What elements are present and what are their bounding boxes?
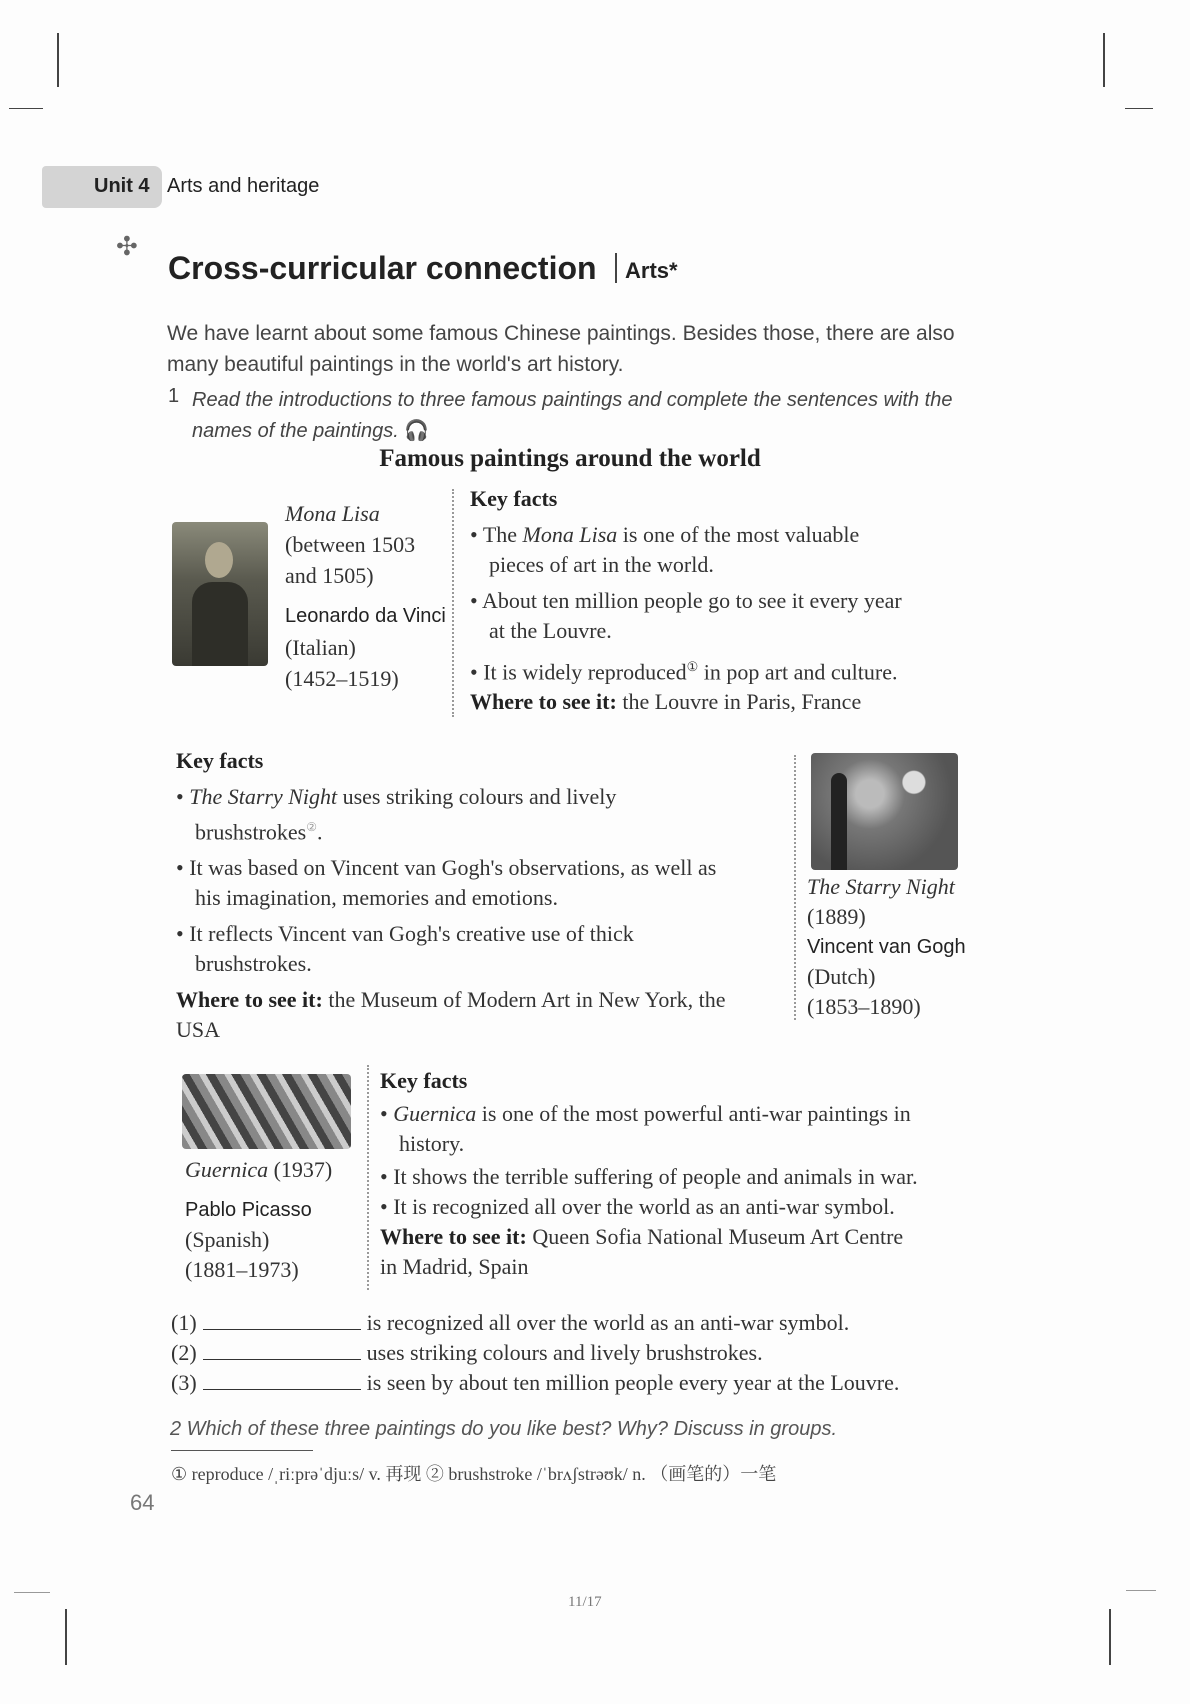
text-span: • The Mona Lisa is one of the most valuable [470,522,860,547]
footnote-ref[interactable]: ② [306,820,317,834]
crop-mark [1126,1590,1156,1591]
section-title: Cross-curricular connection [168,250,597,286]
guernica-caption [185,1155,332,1285]
painting-date: (1889) [807,904,866,929]
painting-title: The Starry Night [807,874,955,899]
text-span [470,687,902,717]
starry-night-facts [176,746,726,1045]
q1-line: names of the paintings. [192,420,399,442]
starry-night-image [811,753,958,870]
text-span: is seen by about ten million people every year at the Louvre. [366,1370,900,1395]
exercise-item [171,1338,899,1368]
fact-line: history. [399,1131,465,1156]
crop-mark [1125,108,1153,109]
where-value: in Madrid, Spain [380,1254,529,1279]
mona-lisa-image [172,522,268,666]
intro-line: We have learnt about some famous Chinese paintings. Besides those, there are also [167,322,955,345]
text-span: • It is widely reproduced① in pop art and culture. [470,659,898,685]
title-divider [615,253,617,283]
text-span: • Guernica is one of the most powerful anti-war paintings in [380,1101,911,1126]
divider [367,1065,369,1290]
key-facts-heading: Key facts [380,1068,468,1093]
text-span: in pop art and culture. [698,659,898,685]
footnote-ref[interactable]: ① [686,659,699,674]
text-span: • It shows the terrible suffering of people and animals in war. [380,1164,918,1189]
text-span: is one of the most powerful anti-war paintings in [476,1101,911,1126]
painting-title: Mona Lisa [285,501,380,526]
text-span: uses striking colours and lively [337,784,617,809]
text-span: uses striking colours and lively brushstrokes. [366,1340,763,1365]
unit-title: Arts and heritage [167,175,320,197]
crop-mark [65,1609,67,1665]
text-span [185,1155,332,1185]
text-span: . [316,819,323,845]
artist-nationality: (Spanish) [185,1227,270,1252]
where-label: Where to see it: [470,689,617,715]
unit-label: Unit 4 [94,175,150,197]
text-span [176,985,726,1015]
mona-lisa-caption [285,498,446,694]
text-span [192,416,952,447]
text-span: (1) [171,1310,197,1335]
artist-lifespan: (1881–1973) [185,1257,299,1282]
painting-date: and 1505) [285,563,374,588]
fact-line: About ten million people go to see it every year [482,588,902,613]
text-span [380,1222,918,1252]
answer-blank[interactable] [203,1311,361,1330]
fact-line: It is recognized all over the world as an anti-war symbol. [393,1194,895,1219]
where-value: USA [176,1017,221,1043]
text-span: is one of the most valuable [617,522,860,547]
text-span: • The Starry Night uses striking colours and lively [176,784,617,809]
divider [452,489,454,717]
pdf-page-indicator: 11/17 [568,1594,602,1610]
artist-lifespan: (1853–1890) [807,994,921,1019]
artist-name: Pablo Picasso [185,1199,312,1221]
text-span: is recognized all over the world as an anti-war symbol. [366,1310,850,1335]
text-span: It is widely reproduced [483,659,687,685]
painting-date: (1937) [273,1157,333,1182]
guernica-image [182,1074,351,1149]
crop-mark [1103,33,1105,87]
where-value: Queen Sofia National Museum Art Centre [532,1224,904,1249]
mona-lisa-facts [470,484,902,717]
text-span: (2) [171,1340,197,1365]
crop-mark [9,108,43,109]
text-span: • It was based on Vincent van Gogh's observations, as well as [176,855,717,881]
answer-blank[interactable] [203,1371,361,1390]
text-span: Guernica [393,1101,477,1126]
fact-line: It shows the terrible suffering of people and animals in war. [393,1164,918,1189]
guernica-facts [380,1066,918,1282]
where-value: the Museum of Modern Art in New York, the [328,987,726,1013]
footnote-rule [171,1450,313,1451]
text-span: brushstrokes [195,819,307,845]
artist-nationality: (Dutch) [807,964,876,989]
text-span [205,542,233,578]
exercise-item [171,1308,899,1338]
crop-mark [1109,1609,1111,1665]
text-span [192,582,248,666]
fact-line: It was based on Vincent van Gogh's observations, as well as [189,855,717,881]
text-span: • It is recognized all over the world as an anti-war symbol. [380,1194,895,1219]
fact-line: his imagination, memories and emotions. [195,885,558,911]
where-label: Where to see it: [380,1224,527,1249]
answer-blank[interactable] [203,1341,361,1360]
q1-instruction [192,385,952,447]
crop-mark [57,33,59,87]
text-span [831,773,847,870]
text-span: The [482,522,523,547]
headphones-icon[interactable]: 🎧 [404,420,430,442]
puzzle-icon: ✣ [116,232,138,261]
footnote: ① reproduce /ˌriːprəˈdjuːs/ v. 再现 ② brushstroke /ˈbrʌʃstrəʊk/ n. （画笔的）一笔 [171,1464,777,1484]
exercise-item [171,1368,899,1398]
section-subject: Arts* [625,258,678,283]
text-span: Mona Lisa [522,522,618,547]
intro-paragraph [167,318,955,380]
exercise-list [171,1308,899,1398]
where-value: the Louvre in Paris, France [622,689,862,715]
text-span [176,812,726,847]
fact-line: at the Louvre. [489,618,612,643]
painting-date: (between 1503 [285,532,416,557]
starry-night-caption [807,872,966,1022]
q2-instruction: 2 Which of these three paintings do you like best? Why? Discuss in groups. [170,1418,838,1440]
text-span: The Starry Night [189,784,338,809]
crop-mark [14,1592,50,1593]
artist-name: Leonardo da Vinci [285,605,446,627]
intro-line: many beautiful paintings in the world's art history. [167,353,624,376]
painting-title: Guernica [185,1157,269,1182]
page-number: 64 [130,1490,155,1515]
fact-line: It reflects Vincent van Gogh's creative use of thick [189,921,634,947]
fact-line: pieces of art in the world. [489,552,714,577]
text-span: • It reflects Vincent van Gogh's creative use of thick [176,921,634,947]
text-span: • About ten million people go to see it every year [470,588,902,613]
divider [794,755,796,1020]
artist-lifespan: (1452–1519) [285,666,399,691]
q1-line: Read the introductions to three famous paintings and complete the sentences with the [192,389,953,411]
artist-nationality: (Italian) [285,635,356,660]
q1-number: 1 [168,385,180,407]
fact-line: brushstrokes. [195,951,312,977]
artist-name: Vincent van Gogh [807,936,966,958]
where-label: Where to see it: [176,987,323,1013]
key-facts-heading: Key facts [176,748,264,773]
reading-heading: Famous paintings around the world [379,445,761,472]
text-span: (3) [171,1370,197,1395]
key-facts-heading: Key facts [470,486,558,511]
